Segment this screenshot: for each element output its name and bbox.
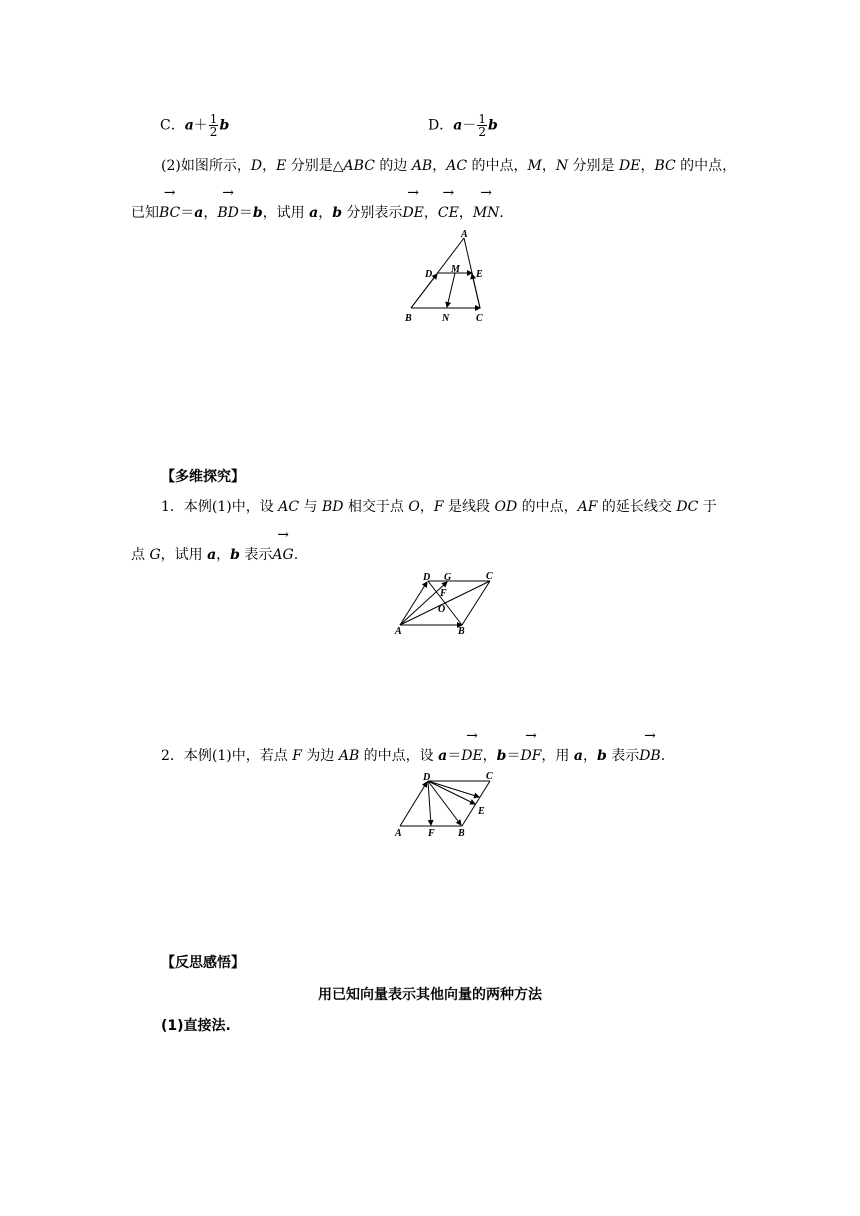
question1-line1 bbox=[161, 496, 717, 516]
option-c-plus: ＋ bbox=[193, 117, 208, 134]
text: 是线段 bbox=[443, 499, 495, 515]
vector-ad-arrow bbox=[400, 782, 427, 826]
label-a: A bbox=[395, 828, 402, 839]
vector-ag: → AG bbox=[272, 547, 293, 563]
section-reflect-heading: 【反思感悟】 bbox=[161, 955, 245, 971]
point-n: N bbox=[555, 158, 569, 174]
option-c-b: b bbox=[219, 117, 230, 134]
text: 2．本例(1)中，若点 bbox=[161, 748, 293, 764]
point-m: M bbox=[527, 158, 542, 174]
text: 表示 bbox=[239, 547, 273, 563]
vector-db-arrow bbox=[428, 781, 461, 825]
segment-bc: BC bbox=[654, 158, 676, 174]
text: 点 bbox=[131, 547, 150, 563]
label-c: C bbox=[476, 313, 483, 324]
text: ，试用 bbox=[262, 205, 310, 221]
vector-bd: → BD bbox=[217, 205, 239, 221]
label-f: F bbox=[440, 588, 447, 599]
vector-a: a bbox=[309, 205, 319, 221]
text: 的边 bbox=[374, 158, 412, 174]
vector-a: a bbox=[194, 205, 204, 221]
point-f: F bbox=[292, 748, 302, 764]
vector-a: a bbox=[573, 748, 583, 764]
label-d: D bbox=[423, 772, 431, 783]
segment-bd: BD bbox=[321, 499, 344, 515]
question2 bbox=[161, 745, 665, 765]
point-d: D bbox=[250, 158, 263, 174]
label-e: E bbox=[478, 806, 485, 817]
label-g: G bbox=[444, 572, 452, 583]
text: . bbox=[499, 205, 504, 221]
segment-ac: AC bbox=[446, 158, 468, 174]
vector-ce: → CE bbox=[438, 205, 459, 221]
method-1: (1)直接法. bbox=[161, 1018, 231, 1034]
text: 的中点， bbox=[467, 158, 528, 174]
section-explore-heading: 【多维探究】 bbox=[161, 469, 245, 485]
segment-od: OD bbox=[494, 499, 518, 515]
label-b: B bbox=[405, 313, 412, 324]
label-c: C bbox=[486, 571, 493, 582]
text: ， bbox=[262, 158, 277, 174]
vector-de: → DE bbox=[402, 205, 423, 221]
text: ， bbox=[482, 748, 497, 764]
vector-b: b bbox=[332, 205, 342, 221]
label-d: D bbox=[425, 269, 433, 280]
text: 于 bbox=[698, 499, 717, 515]
text: 与 bbox=[299, 499, 322, 515]
text: ， bbox=[541, 158, 556, 174]
label-n: N bbox=[442, 313, 450, 324]
point-o: O bbox=[408, 499, 420, 515]
vector-df: → DF bbox=[520, 748, 541, 764]
text: ， bbox=[458, 205, 473, 221]
text: ＝ bbox=[180, 205, 195, 221]
text: 1．本例(1)中，设 bbox=[161, 499, 279, 515]
option-d-a: a bbox=[453, 117, 463, 134]
vector-b: b bbox=[496, 748, 507, 764]
label-a: A bbox=[395, 626, 402, 637]
text: ， bbox=[203, 205, 218, 221]
parallelogram-figure-1 bbox=[390, 568, 505, 638]
vector-b: b bbox=[230, 547, 240, 563]
option-c-fraction bbox=[209, 113, 219, 138]
option-c-label: C． bbox=[160, 117, 185, 134]
vector-b: b bbox=[252, 205, 263, 221]
vector-bd-arrow bbox=[411, 274, 437, 308]
text: 的中点， bbox=[675, 158, 737, 174]
triangle-figure bbox=[395, 228, 505, 328]
text: ， bbox=[419, 499, 434, 515]
text: (2)如图所示， bbox=[161, 158, 251, 174]
option-c bbox=[160, 113, 229, 138]
text: 相交于点 bbox=[343, 499, 409, 515]
vector-mn-arrow bbox=[447, 273, 455, 307]
vector-bc: → BC bbox=[159, 205, 180, 221]
option-d-fraction bbox=[477, 113, 487, 138]
text: ＝ bbox=[447, 748, 462, 764]
label-b: B bbox=[458, 626, 465, 637]
problem2-line2 bbox=[131, 202, 504, 222]
text: ， bbox=[582, 748, 597, 764]
label-m: M bbox=[451, 264, 460, 275]
option-c-num: 1 bbox=[209, 112, 218, 126]
label-e: E bbox=[476, 269, 483, 280]
text: ，试用 bbox=[160, 547, 208, 563]
text: 为边 bbox=[301, 748, 339, 764]
triangle-abc: ABC bbox=[343, 158, 375, 174]
text: 的中点， bbox=[517, 499, 578, 515]
label-c: C bbox=[486, 771, 493, 782]
text: 已知 bbox=[131, 205, 159, 221]
label-a: A bbox=[461, 229, 468, 240]
parallelogram-figure-2 bbox=[390, 768, 505, 840]
question1-line2 bbox=[131, 544, 298, 564]
vector-mn: → MN bbox=[473, 205, 500, 221]
segment-dc: DC bbox=[676, 499, 699, 515]
text: 的延长线交 bbox=[597, 499, 677, 515]
label-o: O bbox=[438, 604, 446, 615]
segment-ab: AB bbox=[338, 748, 360, 764]
point-f: F bbox=[433, 499, 444, 515]
reflect-title: 用已知向量表示其他向量的两种方法 bbox=[318, 987, 542, 1003]
text: 分别是 bbox=[568, 158, 619, 174]
segment-ab: AB bbox=[411, 158, 433, 174]
vector-df-arrow bbox=[428, 781, 431, 825]
text: 分别表示 bbox=[341, 205, 403, 221]
label-f: F bbox=[428, 828, 435, 839]
text: ，用 bbox=[541, 748, 574, 764]
label-d: D bbox=[423, 572, 431, 583]
side-cb bbox=[462, 781, 490, 826]
problem2-line1 bbox=[161, 155, 736, 175]
vector-de: → DE bbox=[461, 748, 482, 764]
option-c-den: 2 bbox=[209, 125, 218, 139]
text: ＝ bbox=[506, 748, 521, 764]
point-e: E bbox=[276, 158, 287, 174]
text: ， bbox=[640, 158, 655, 174]
text: ， bbox=[216, 547, 231, 563]
vector-db: → DB bbox=[639, 748, 661, 764]
text: ， bbox=[318, 205, 333, 221]
option-d-label: D． bbox=[428, 117, 454, 134]
label-b: B bbox=[458, 828, 465, 839]
text: ＝ bbox=[238, 205, 253, 221]
text: 的中点，设 bbox=[359, 748, 439, 764]
text: 分别是△ bbox=[286, 158, 344, 174]
vector-extra-arrow bbox=[428, 781, 479, 797]
text: ， bbox=[432, 158, 447, 174]
text: . bbox=[293, 547, 299, 563]
vector-de-arrow bbox=[428, 781, 475, 804]
option-d-minus: － bbox=[462, 117, 477, 134]
option-d-den: 2 bbox=[478, 125, 486, 139]
option-c-a: a bbox=[184, 117, 194, 134]
option-d-b: b bbox=[487, 117, 498, 134]
option-d bbox=[428, 113, 498, 138]
option-d-num: 1 bbox=[478, 112, 486, 126]
text: ， bbox=[423, 205, 438, 221]
vector-a: a bbox=[207, 547, 217, 563]
segment-ac: AC bbox=[278, 499, 300, 515]
text: 表示 bbox=[606, 748, 640, 764]
segment-de: DE bbox=[619, 158, 641, 174]
text: . bbox=[660, 748, 666, 764]
point-g: G bbox=[149, 547, 161, 563]
vector-b: b bbox=[596, 748, 607, 764]
vector-a: a bbox=[438, 748, 448, 764]
segment-af: AF bbox=[577, 499, 598, 515]
